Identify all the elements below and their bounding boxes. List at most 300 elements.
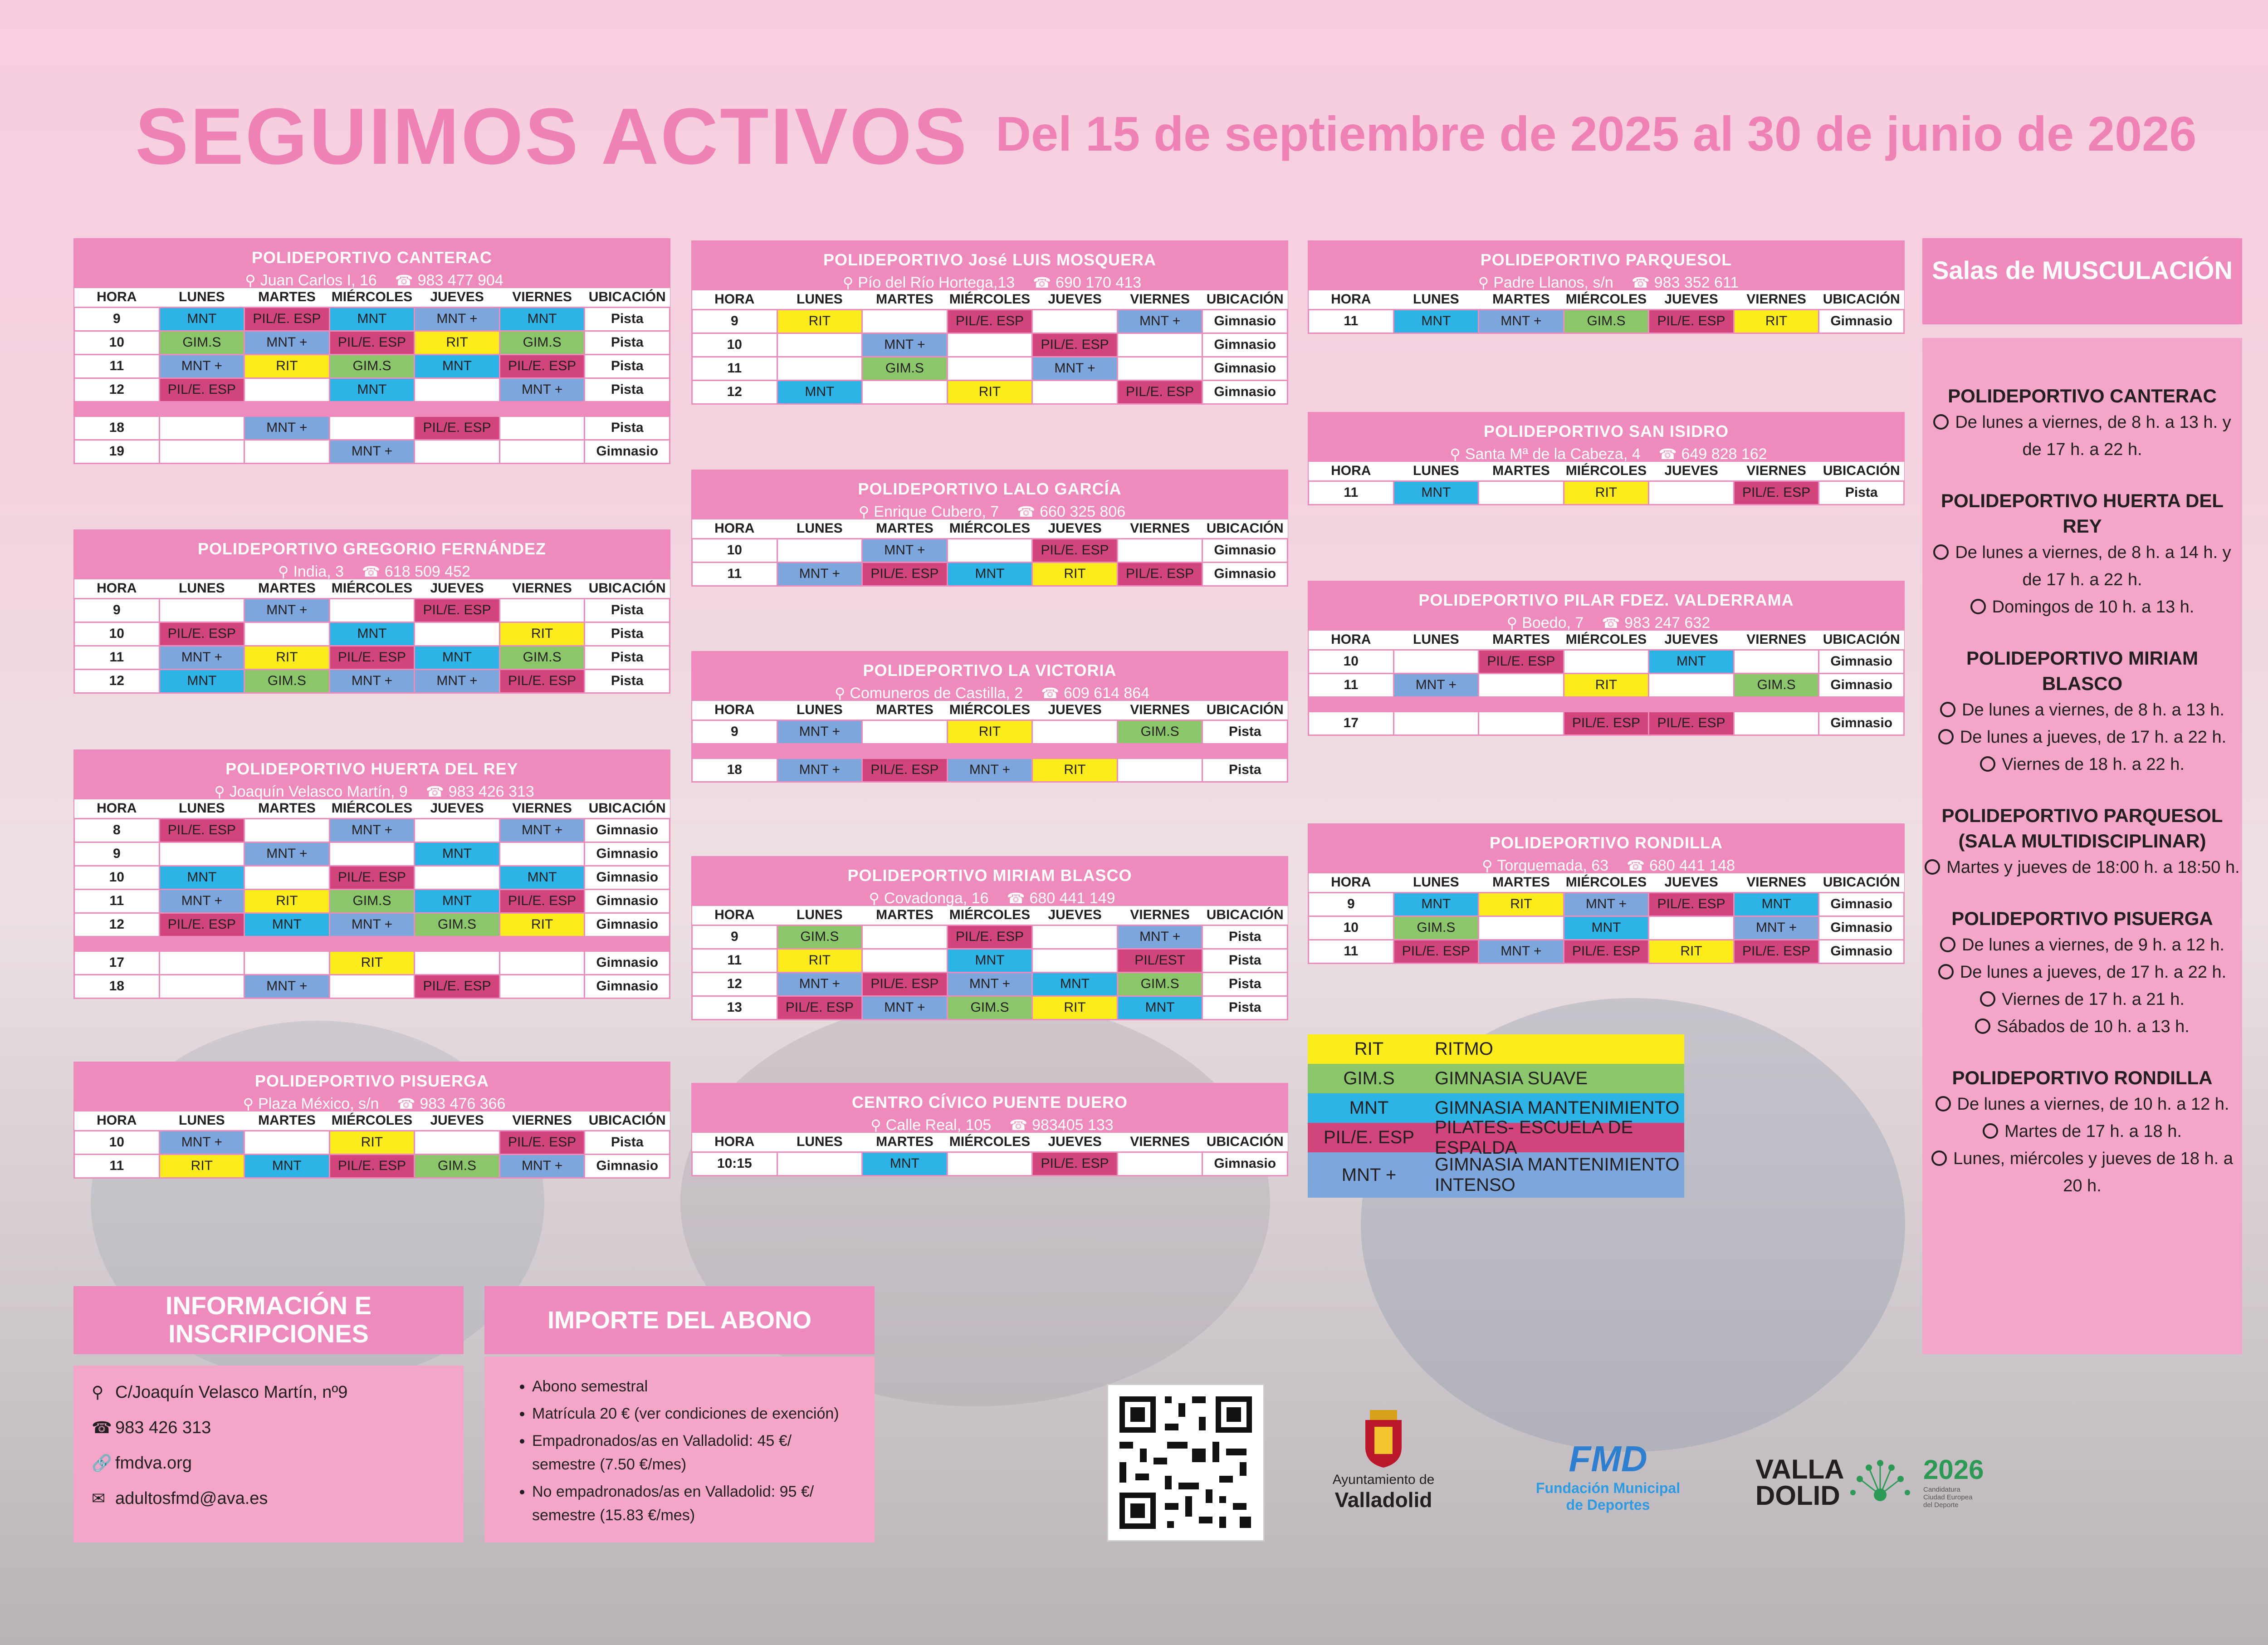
salas-panel: [1922, 338, 2242, 1354]
date-range: Del 15 de septiembre de 2025 al 30 de junio de 2026: [996, 106, 2197, 161]
ayuntamiento-logo: Ayuntamiento de Valladolid: [1315, 1406, 1452, 1512]
class-cell: MNT: [244, 913, 330, 936]
class-cell: [947, 1152, 1032, 1175]
class-cell: RIT: [499, 622, 585, 646]
class-cell: MNT: [499, 307, 585, 331]
class-cell: RIT: [1479, 892, 1564, 916]
column-header: MIÉRCOLES: [329, 579, 415, 598]
hour-cell: 11: [74, 1154, 160, 1178]
class-cell: [947, 357, 1032, 380]
class-cell: GIM.S: [415, 913, 500, 936]
table-header-row: [1309, 631, 1904, 650]
location-cell: Gimnasio: [1819, 650, 1904, 673]
class-cell: MNT +: [499, 818, 585, 842]
clock-icon: [1938, 729, 1954, 744]
class-cell: MNT +: [159, 1131, 244, 1154]
class-cell: MNT +: [1564, 892, 1649, 916]
location-cell: Gimnasio: [1819, 940, 1904, 963]
clock-icon: [1983, 1123, 1998, 1139]
class-cell: MNT: [947, 562, 1032, 586]
center-address: Enrique Cubero, 7: [874, 503, 999, 520]
hour-cell: 12: [692, 380, 777, 404]
qr-code[interactable]: [1107, 1384, 1265, 1542]
location-cell: Gimnasio: [1202, 562, 1288, 586]
hour-cell: 11: [74, 646, 160, 669]
sala-name: POLIDEPORTIVO MIRIAM BLASCO: [1966, 647, 2198, 694]
abono-item: • Matrícula 20 € (ver condiciones de exención): [532, 1402, 852, 1425]
column-header: MARTES: [1479, 462, 1564, 481]
class-cell: MNT: [1393, 892, 1479, 916]
legend-item: [1308, 1064, 1684, 1093]
column-header: VIERNES: [1117, 1133, 1202, 1152]
column-header: LUNES: [777, 906, 862, 925]
class-cell: MNT +: [1734, 916, 1819, 940]
hour-cell: 19: [74, 440, 160, 463]
table-header-row: [1309, 462, 1904, 481]
location-pin-icon: ⚲: [1506, 615, 1518, 631]
class-cell: GIM.S: [159, 331, 244, 354]
class-cell: [1479, 673, 1564, 697]
class-cell: MNT: [1649, 650, 1734, 673]
hour-cell: 9: [1309, 892, 1394, 916]
class-cell: [862, 949, 948, 972]
class-cell: RIT: [329, 951, 415, 974]
column-header: HORA: [692, 1133, 777, 1152]
column-header: VIERNES: [499, 579, 585, 598]
class-cell: [244, 866, 330, 889]
column-header: MARTES: [244, 579, 330, 598]
class-cell: [1649, 481, 1734, 504]
class-cell: PIL/E. ESP: [1479, 650, 1564, 673]
phone-icon: ☎: [1007, 890, 1025, 906]
class-cell: MNT: [1564, 916, 1649, 940]
timetable-mosquera: [691, 240, 1288, 405]
location-pin-icon: ⚲: [870, 1117, 881, 1133]
city-shield-icon: [1356, 1406, 1411, 1470]
column-header: UBICACIÓN: [1819, 631, 1904, 650]
location-cell: Gimnasio: [585, 440, 670, 463]
hour-cell: 9: [692, 309, 777, 333]
abono-item: • Abono semestral: [532, 1375, 852, 1398]
location-cell: Pista: [1819, 481, 1904, 504]
column-header: LUNES: [159, 579, 244, 598]
column-header: LUNES: [777, 519, 862, 539]
class-cell: MNT +: [862, 996, 948, 1019]
class-cell: GIM.S: [329, 889, 415, 913]
column-header: MIÉRCOLES: [947, 519, 1032, 539]
phone-icon: ☎: [1041, 685, 1059, 701]
class-cell: MNT: [1032, 972, 1118, 996]
legend-desc: GIMNASIA MANTENIMIENTO: [1435, 1098, 1680, 1118]
location-cell: Pista: [585, 378, 670, 401]
legend-item: [1308, 1152, 1684, 1198]
location-pin-icon: ⚲: [278, 563, 289, 580]
hour-cell: 18: [692, 758, 777, 782]
center-address: Covadonga, 16: [884, 890, 989, 907]
class-cell: PIL/E. ESP: [1564, 711, 1649, 735]
column-header: VIERNES: [1117, 519, 1202, 539]
class-cell: [415, 951, 500, 974]
class-cell: PIL/E. ESP: [1393, 940, 1479, 963]
class-cell: [777, 1152, 862, 1175]
column-header: HORA: [692, 906, 777, 925]
center-address: Comuneros de Castilla, 2: [850, 685, 1023, 702]
hour-cell: 11: [692, 357, 777, 380]
hour-cell: 18: [74, 416, 160, 440]
column-header: LUNES: [1393, 462, 1479, 481]
class-cell: PIL/E. ESP: [947, 309, 1032, 333]
location-cell: Pista: [585, 622, 670, 646]
class-cell: MNT: [329, 378, 415, 401]
class-cell: [1309, 697, 1904, 711]
location-pin-icon: ⚲: [92, 1383, 104, 1401]
sala-hours: Viernes de 17 h. a 21 h.: [2002, 990, 2185, 1009]
class-cell: MNT +: [244, 598, 330, 622]
class-cell: [1032, 309, 1118, 333]
hour-cell: 9: [74, 307, 160, 331]
location-pin-icon: ⚲: [243, 1096, 254, 1112]
hour-cell: 11: [1309, 673, 1394, 697]
class-cell: [415, 378, 500, 401]
class-cell: GIM.S: [1393, 916, 1479, 940]
class-cell: GIM.S: [862, 357, 948, 380]
location-cell: Gimnasio: [585, 842, 670, 866]
column-header: UBICACIÓN: [1202, 906, 1288, 925]
class-cell: PIL/E. ESP: [159, 622, 244, 646]
timetable-rondilla: [1308, 823, 1905, 964]
phone-icon: ☎: [1033, 274, 1051, 291]
hour-cell: 10: [692, 333, 777, 357]
class-cell: MNT +: [329, 440, 415, 463]
phone-icon: ☎: [92, 1418, 112, 1437]
column-header: JUEVES: [415, 288, 500, 307]
class-cell: RIT: [159, 1154, 244, 1178]
phone-icon: ☎: [425, 783, 444, 800]
class-cell: MNT: [159, 307, 244, 331]
column-header: MIÉRCOLES: [329, 799, 415, 818]
hour-cell: 12: [74, 913, 160, 936]
center-address: Padre Llanos, s/n: [1493, 274, 1613, 291]
class-cell: PIL/E. ESP: [329, 866, 415, 889]
column-header: UBICACIÓN: [1819, 290, 1904, 309]
class-cell: MNT +: [244, 974, 330, 998]
column-header: MARTES: [862, 290, 948, 309]
class-cell: RIT: [1032, 562, 1118, 586]
class-cell: [415, 622, 500, 646]
clock-icon: [1938, 964, 1954, 979]
class-cell: MNT +: [1479, 309, 1564, 333]
class-cell: [777, 357, 862, 380]
center-phone: 660 325 806: [1040, 503, 1126, 520]
class-cell: RIT: [415, 331, 500, 354]
class-cell: [1032, 949, 1118, 972]
info-email[interactable]: adultosfmd@ava.es: [115, 1488, 268, 1508]
legend-abbr: PIL/E. ESP: [1323, 1127, 1415, 1147]
column-header: LUNES: [1393, 631, 1479, 650]
timetable-lalo-garcia: [691, 470, 1288, 587]
center-address: Pío del Río Hortega,13: [858, 274, 1015, 291]
class-cell: [1032, 925, 1118, 949]
location-cell: Gimnasio: [585, 866, 670, 889]
hour-cell: 10: [692, 539, 777, 562]
table-header-row: [74, 1111, 670, 1131]
class-cell: MNT +: [1117, 925, 1202, 949]
class-cell: MNT: [1117, 996, 1202, 1019]
class-cell: MNT +: [415, 669, 500, 693]
center-phone: 983 477 904: [417, 272, 503, 289]
column-header: JUEVES: [415, 799, 500, 818]
class-cell: MNT +: [159, 889, 244, 913]
hour-cell: 12: [74, 378, 160, 401]
table-header-row: [74, 799, 670, 818]
peacock-emblem-icon: [1842, 1452, 1919, 1515]
class-cell: MNT +: [947, 972, 1032, 996]
class-cell: PIL/E. ESP: [415, 974, 500, 998]
center-phone: 983 352 611: [1654, 274, 1739, 291]
hour-cell: 11: [74, 889, 160, 913]
class-cell: GIM.S: [1117, 972, 1202, 996]
hour-cell: 13: [692, 996, 777, 1019]
location-cell: Gimnasio: [585, 974, 670, 998]
location-cell: Gimnasio: [1202, 357, 1288, 380]
class-cell: GIM.S: [947, 996, 1032, 1019]
class-cell: RIT: [1032, 996, 1118, 1019]
legend-item: [1308, 1034, 1684, 1064]
class-cell: PIL/E. ESP: [1032, 333, 1118, 357]
timetable-san-isidro: [1308, 412, 1905, 505]
center-name: CENTRO CÍVICO PUENTE DUERO: [851, 1093, 1128, 1111]
location-pin-icon: ⚲: [842, 274, 854, 291]
class-cell: [777, 539, 862, 562]
column-header: MARTES: [1479, 873, 1564, 892]
sala-hours: Martes de 17 h. a 18 h.: [2004, 1122, 2182, 1141]
location-cell: Gimnasio: [1202, 309, 1288, 333]
table-header-row: [692, 519, 1288, 539]
clock-icon: [1933, 544, 1949, 560]
class-cell: GIM.S: [244, 669, 330, 693]
class-cell: MNT +: [499, 378, 585, 401]
column-header: MIÉRCOLES: [947, 1133, 1032, 1152]
class-cell: GIM.S: [1117, 720, 1202, 744]
clock-icon: [1940, 937, 1955, 952]
hour-cell: 17: [74, 951, 160, 974]
column-header: VIERNES: [1117, 906, 1202, 925]
column-header: VIERNES: [1734, 290, 1819, 309]
clock-icon: [1936, 1096, 1951, 1111]
column-header: JUEVES: [415, 1111, 500, 1131]
hour-cell: 11: [1309, 309, 1394, 333]
class-cell: [1032, 720, 1118, 744]
class-cell: GIM.S: [415, 1154, 500, 1178]
column-header: MIÉRCOLES: [947, 701, 1032, 720]
class-cell: [1117, 1152, 1202, 1175]
column-header: LUNES: [1393, 873, 1479, 892]
class-cell: MNT: [1734, 892, 1819, 916]
class-cell: [415, 1131, 500, 1154]
class-cell: RIT: [1649, 940, 1734, 963]
class-cell: MNT: [329, 307, 415, 331]
info-web[interactable]: fmdva.org: [115, 1453, 192, 1473]
center-address: Santa Mª de la Cabeza, 4: [1465, 446, 1641, 463]
legend-abbr: GIM.S: [1343, 1068, 1395, 1088]
sala-hours: De lunes a viernes, de 8 h. a 13 h.: [1962, 700, 2224, 720]
sala-group: [1922, 906, 2242, 1040]
hour-cell: 17: [1309, 711, 1394, 735]
class-cell: [244, 622, 330, 646]
column-header: HORA: [1309, 462, 1394, 481]
class-cell: [862, 309, 948, 333]
class-cell: PIL/E. ESP: [329, 1154, 415, 1178]
class-cell: MNT +: [777, 972, 862, 996]
schedule-table: [73, 579, 670, 694]
clock-icon: [1980, 756, 1995, 772]
sala-group: [1922, 383, 2242, 463]
location-cell: Pista: [1202, 720, 1288, 744]
class-cell: PIL/E. ESP: [1117, 562, 1202, 586]
class-cell: [74, 401, 670, 416]
column-header: VIERNES: [1117, 290, 1202, 309]
location-cell: Gimnasio: [1819, 309, 1904, 333]
column-header: UBICACIÓN: [1202, 1133, 1288, 1152]
class-cell: [159, 842, 244, 866]
class-cell: [415, 440, 500, 463]
column-header: VIERNES: [1734, 631, 1819, 650]
hour-cell: 9: [74, 842, 160, 866]
sala-hours: Martes y jueves de 18:00 h. a 18:50 h.: [1946, 858, 2240, 877]
class-cell: MNT: [777, 380, 862, 404]
sala-hours: De lunes a viernes, de 8 h. a 14 h. y de 17 h. a 22 h.: [1955, 543, 2231, 589]
class-cell: [159, 598, 244, 622]
center-name: POLIDEPORTIVO José LUIS MOSQUERA: [823, 250, 1157, 269]
hour-cell: 10:15: [692, 1152, 777, 1175]
center-phone: 680 441 148: [1649, 857, 1735, 874]
class-cell: [499, 598, 585, 622]
class-cell: PIL/E. ESP: [499, 1131, 585, 1154]
location-cell: Gimnasio: [1819, 892, 1904, 916]
class-cell: MNT: [1393, 309, 1479, 333]
location-cell: Gimnasio: [1819, 711, 1904, 735]
abono-item: • Empadronados/as en Valladolid: 45 €/ semestre (7.50 €/mes): [532, 1429, 852, 1476]
column-header: MIÉRCOLES: [329, 288, 415, 307]
column-header: LUNES: [159, 1111, 244, 1131]
class-cell: MNT: [499, 866, 585, 889]
column-header: UBICACIÓN: [1202, 290, 1288, 309]
sala-hours: Viernes de 18 h. a 22 h.: [2002, 755, 2185, 774]
class-cell: MNT +: [329, 913, 415, 936]
table-header-row: [692, 906, 1288, 925]
class-cell: [244, 1131, 330, 1154]
center-phone: 649 828 162: [1681, 446, 1767, 463]
location-cell: Pista: [1202, 996, 1288, 1019]
class-cell: [777, 333, 862, 357]
class-cell: [159, 440, 244, 463]
class-cell: MNT +: [862, 539, 948, 562]
column-header: LUNES: [777, 701, 862, 720]
center-name: POLIDEPORTIVO HUERTA DEL REY: [225, 759, 518, 778]
timetable-gregorio: [73, 529, 670, 694]
class-cell: [1117, 758, 1202, 782]
sala-hours: De lunes a viernes, de 9 h. a 12 h.: [1962, 935, 2224, 955]
location-pin-icon: ⚲: [858, 504, 870, 520]
class-cell: [1032, 380, 1118, 404]
column-header: UBICACIÓN: [585, 799, 670, 818]
column-header: HORA: [74, 1111, 160, 1131]
class-cell: [499, 842, 585, 866]
class-cell: MNT +: [1479, 940, 1564, 963]
phone-icon: ☎: [362, 563, 380, 580]
column-header: HORA: [74, 288, 160, 307]
qr-code-icon: [1108, 1385, 1263, 1540]
class-cell: MNT: [415, 646, 500, 669]
class-cell: PIL/E. ESP: [159, 378, 244, 401]
sala-hours: Lunes, miércoles y jueves de 18 h. a 20 h.: [1953, 1149, 2233, 1195]
class-cell: MNT: [415, 354, 500, 378]
phone-icon: ☎: [397, 1096, 415, 1112]
class-cell: PIL/E. ESP: [499, 354, 585, 378]
class-cell: RIT: [947, 380, 1032, 404]
column-header: MARTES: [862, 906, 948, 925]
legend-desc: GIMNASIA SUAVE: [1435, 1068, 1588, 1088]
column-header: JUEVES: [1649, 873, 1734, 892]
center-phone: 680 441 149: [1029, 890, 1115, 907]
class-cell: [862, 925, 948, 949]
class-cell: [74, 936, 670, 951]
class-cell: MNT +: [159, 646, 244, 669]
class-cell: [947, 333, 1032, 357]
column-header: JUEVES: [1032, 1133, 1118, 1152]
column-header: VIERNES: [1117, 701, 1202, 720]
column-header: MIÉRCOLES: [329, 1111, 415, 1131]
fmd-logo: FMD Fundación Municipal de Deportes: [1535, 1439, 1681, 1513]
abono-item: • No empadronados/as en Valladolid: 95 €/ semestre (15.83 €/mes): [532, 1480, 852, 1527]
hour-cell: 9: [74, 598, 160, 622]
class-cell: [1117, 333, 1202, 357]
class-cell: RIT: [777, 309, 862, 333]
class-cell: [499, 974, 585, 998]
class-cell: MNT +: [244, 416, 330, 440]
class-cell: MNT +: [777, 758, 862, 782]
class-cell: PIL/E. ESP: [1734, 481, 1819, 504]
class-cell: PIL/E. ESP: [947, 925, 1032, 949]
center-phone: 983 426 313: [448, 783, 534, 800]
class-cell: PIL/E. ESP: [862, 758, 948, 782]
location-cell: Pista: [1202, 949, 1288, 972]
center-name: POLIDEPORTIVO CANTERAC: [251, 248, 493, 267]
column-header: UBICACIÓN: [1819, 462, 1904, 481]
column-header: VIERNES: [1734, 873, 1819, 892]
table-header-row: [74, 579, 670, 598]
salas-title: Salas de MUSCULACIÓN: [1922, 238, 2242, 324]
phone-icon: ☎: [1631, 274, 1650, 291]
hour-cell: 11: [74, 354, 160, 378]
class-cell: MNT: [1393, 481, 1479, 504]
location-pin-icon: ⚲: [1450, 446, 1461, 462]
class-cell: PIL/E. ESP: [1649, 711, 1734, 735]
schedule-table: [73, 1111, 670, 1179]
table-header-row: [74, 288, 670, 307]
class-cell: RIT: [1032, 758, 1118, 782]
schedule-table: [1308, 290, 1905, 334]
class-cell: MNT +: [1032, 357, 1118, 380]
location-cell: Gimnasio: [1202, 1152, 1288, 1175]
timetable-huerta-del-rey: [73, 749, 670, 999]
legend-abbr: MNT +: [1341, 1165, 1397, 1185]
sala-name: POLIDEPORTIVO PARQUESOL (SALA MULTIDISCIPLINAR): [1941, 805, 2223, 852]
column-header: VIERNES: [1734, 462, 1819, 481]
class-cell: MNT +: [244, 842, 330, 866]
class-cell: MNT +: [499, 1154, 585, 1178]
class-cell: MNT +: [777, 720, 862, 744]
